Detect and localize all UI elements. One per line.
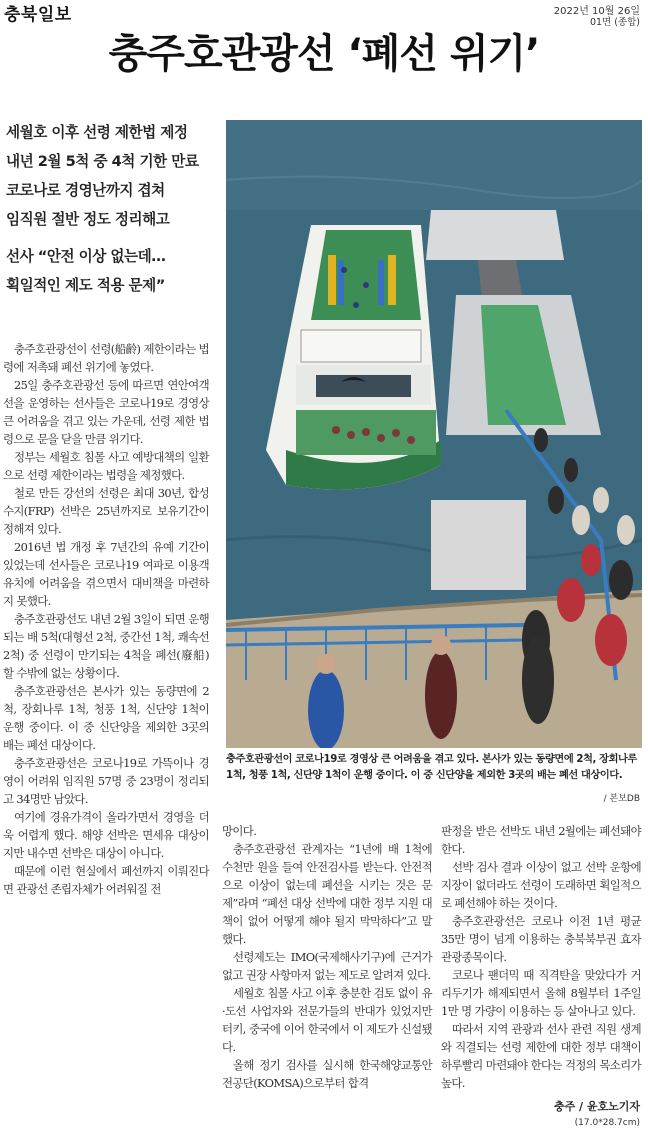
paragraph: 충주호관광선도 내년 2월 3일이 되면 운행되는 배 5척(대형선 2척, 중간선 1척, 쾌속선 2척) 중 선령이 만기되는 4척을 폐선(廢船)할 수밖에 없는 상황이다.	[3, 612, 209, 680]
paragraph: 때문에 이런 현실에서 폐선까지 이뤄진다면 관광선 존립자체가 어려워질 전	[3, 864, 209, 896]
paragraph: 25일 충주호관광선 등에 따르면 연안여객선을 운영하는 선사들은 코로나19로 경영상 큰 어려움을 겪고 있는 가운데, 선령 제한 법령으로 문을 닫을 만큼 위기다.	[3, 378, 209, 446]
subheadline-quote: 선사 “안전 이상 없는데…	[6, 248, 166, 265]
publication-date: 2022년 10월 26일	[553, 6, 640, 17]
paragraph: 올해 정기 검사를 실시해 한국해양교통안전공단(KOMSA)으로부터 합격	[222, 1058, 432, 1090]
subheadline: 임직원 절반 정도 정리해고	[6, 211, 170, 228]
news-photo	[226, 120, 642, 748]
photo-caption: 충주호관광선이 코로나19로 경영상 큰 어려움을 겪고 있다. 본사가 있는 동량면에 2척, 장회나루 1척, 청풍 1척, 신단양 1척이 운행 중이다. 이 중 신단양을 제외한 3곳의 배는 폐선 대상이다.	[226, 754, 637, 781]
paragraph: 충주호관광선이 선령(船齡) 제한이라는 법령에 저촉돼 폐선 위기에 놓였다.	[3, 342, 209, 374]
subheadlines	[6, 118, 218, 300]
paragraph: 판정을 받은 선박도 내년 2월에는 폐선돼야 한다.	[441, 824, 641, 856]
paragraph: 코로나 팬더믹 때 직격탄을 맞았다가 거리두기가 해제되면서 올해 8월부터 1주일 1만 명 가량이 이용하는 등 살아나고 있다.	[441, 968, 641, 1018]
byline: 충주 / 윤호노기자	[553, 1100, 640, 1113]
paragraph: 여기에 경유가격이 올라가면서 경영을 더욱 어렵게 했다. 해양 선박은 면세유 대상이지만 내수면 선박은 대상이 아니다.	[3, 810, 209, 860]
paragraph: 충주호관광선은 코로나 이전 1년 평균 35만 명이 넘게 이용하는 충북북부권 효자 관광종목이다.	[441, 914, 641, 964]
paragraph: 정부는 세월호 침몰 사고 예방대책의 일환으로 선령 제한이라는 법령을 제정했다.	[3, 450, 209, 482]
article-column-1	[3, 340, 209, 898]
paragraph: 세월호 침몰 사고 이후 충분한 검토 없이 유·도선 사업자와 전문가들의 반대가 있었지만 터키, 중국에 이어 한국에서 이 제도가 신설됐다.	[222, 986, 432, 1054]
paragraph: 선령제도는 IMO(국제해사기구)에 근거가 없고 권장 사항마저 없는 제도로 알려져 있다.	[222, 950, 432, 982]
ferry-dock-photo	[226, 120, 642, 748]
subheadline: 내년 2월 5척 중 4척 기한 만료	[6, 153, 199, 170]
article-column-2	[222, 822, 432, 1092]
photo-credit: / 본보DB	[603, 794, 640, 804]
paragraph: 충주호관광선은 본사가 있는 동량면에 2척, 장회나루 1척, 청풍 1척, 신단양 1척이 운행 중이다. 이 중 신단양을 제외한 3곳의 배는 폐선 대상이다.	[3, 684, 209, 752]
paragraph: 망이다.	[222, 824, 257, 838]
article-size: (17.0*28.7cm)	[574, 1118, 640, 1128]
subheadline: 세월호 이후 선령 제한법 제정	[6, 124, 188, 141]
headline: 충주호관광선 ‘폐선 위기’	[108, 31, 540, 77]
page-label: 01면 (종합)	[589, 17, 640, 28]
paragraph: 2016년 법 개정 후 7년간의 유예 기간이 있었는데 선사들은 코로나19 여파로 이용객 유치에 어려움을 겪으면서 대비책을 마련하지 못했다.	[3, 540, 209, 608]
article-column-3	[441, 822, 641, 1092]
paragraph: 철로 만든 강선의 선령은 최대 30년, 합성수지(FRP) 선박은 25년까지로 보유기간이 정해져 있다.	[3, 486, 209, 536]
subheadline-quote: 획일적인 제도 적용 문제”	[6, 277, 165, 294]
paragraph: 선박 검사 결과 이상이 없고 선박 운항에 지장이 없더라도 선령이 도래하면 획일적으로 폐선해야 하는 것이다.	[441, 860, 641, 910]
masthead: 충북일보	[4, 5, 72, 25]
paragraph: 따라서 지역 관광과 선사 관련 직원 생계와 직결되는 선령 제한에 대한 정부 대책이 하루빨리 마련돼야 한다는 걱정의 목소리가 높다.	[441, 1022, 641, 1090]
subheadline: 코로나로 경영난까지 겹쳐	[6, 182, 165, 199]
paragraph: 충주호관광선 관계자는 “1년에 배 1척에 수천만 원을 들여 안전검사를 받는다. 안전적으로 이상이 없는데 폐선을 시키는 것은 문제”라며 “폐선 대상 선박에 대한 정부 지원 대책이 없어 어떻게 해야 될지 막막하다”고 말했다.	[222, 842, 432, 946]
paragraph: 충주호관광선은 코로나19로 가뜩이나 경영이 어려워 임직원 57명 중 23명이 정리되고 34명만 남았다.	[3, 756, 209, 806]
